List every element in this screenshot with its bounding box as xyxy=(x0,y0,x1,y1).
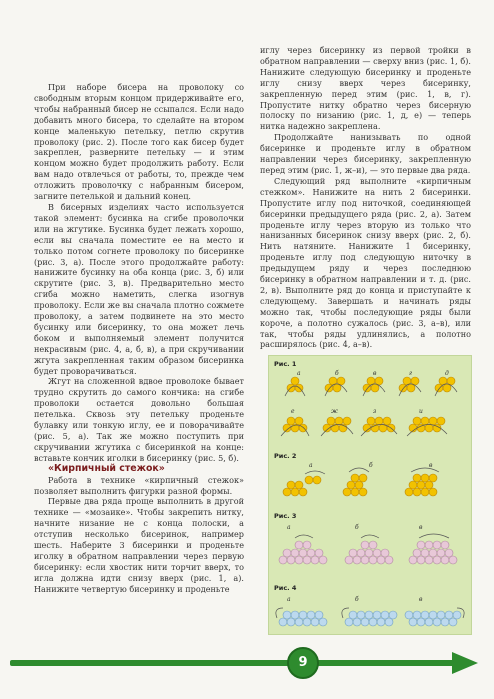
fig1-sub-d: д xyxy=(445,370,449,377)
fig1-sub-zh: ж xyxy=(331,408,338,415)
fig1-sub-e: е xyxy=(291,408,295,415)
left-text-column xyxy=(34,82,244,595)
page-number: 9 xyxy=(287,647,319,679)
fig3-sub-a: а xyxy=(287,524,291,531)
fig2-sub-b: б xyxy=(369,462,373,469)
fig4-sub-a: а xyxy=(287,596,291,603)
fig3-sub-v: в xyxy=(419,524,423,531)
fig2-diagram xyxy=(283,468,439,496)
paragraph: Продолжайте нанизывать по одной бисеринке и проденьте иглу в обратном направлении через бисеринку, закрепленную перед этим (рис. 1, ж–и), — это первые два ряда. xyxy=(260,132,471,175)
fig1-sub-g: г xyxy=(409,370,413,377)
paragraph: Жгут на сложенной вдвое проволоке бывает трудно скрутить до самого кончика: на сгибе проволоки остается довольно большая петелька. Сквозь эту петельку проденьте булавку или тонкую иглу, ее и поворачивайте (рис. 5, а). Так же можно поступить при скручивании жгутика с бисеринкой на конце: вставьте кончик иголки в бисеринку (рис. 5, б). xyxy=(34,376,244,463)
section-heading: «Кирпичный стежок» xyxy=(48,462,165,474)
fig1-sub-v: в xyxy=(373,370,377,377)
fig1-sub-a: а xyxy=(297,370,301,377)
figure-label-2: Рис. 2 xyxy=(274,452,297,460)
fig1-sub-i: и xyxy=(419,408,423,415)
fig4-diagram xyxy=(276,608,464,626)
fig2-sub-v: в xyxy=(429,462,433,469)
paragraph: Первые два ряда проще выполнить в другой технике — «мозаике». Чтобы закрепить нитку, начните низание не с конца полоски, а отступив несколько бисеринок, например шесть. Наберите 3 бисеринки и проденьте иголку в обратном направлении через первую бисеринку: если хвостик нити торчит вверх, то игла должна идти снизу вверх (рис. 1, а). Нанижите четвертую бисеринку и проденьте xyxy=(34,496,244,594)
fig1-row1-diagram xyxy=(285,377,457,396)
fig1-sub-b: б xyxy=(335,370,339,377)
fig3-sub-b: б xyxy=(355,524,359,531)
bead-diagrams xyxy=(269,356,471,634)
beading-figure-panel xyxy=(268,355,472,635)
fig4-sub-b: б xyxy=(355,596,359,603)
fig2-sub-a: а xyxy=(309,462,313,469)
fig3-diagram xyxy=(279,534,457,564)
figure-label-3: Рис. 3 xyxy=(274,512,297,520)
fig4-sub-v: в xyxy=(419,596,423,603)
arrow-right-icon xyxy=(452,652,478,674)
figure-label-4: Рис. 4 xyxy=(274,584,297,592)
page-footer-bar xyxy=(10,660,458,666)
paragraph: Следующий ряд выполните «кирпичным стежком». Нанижите на нить 2 бисеринки. Пропустите иглу под ниточкой, соединяющей бисеринки предыдущего ряда (рис. 2, а). Затем проденьте иглу через вторую из только что нанизанных бисеринок снизу вверх (рис. 2, б). Нить натяните. Нанижите 1 бисеринку, проденьте иглу под следующую ниточку в предыдущем ряду и через последнюю бисеринку в обратном направлении и т. д. (рис. 2, в). Выполните ряд до конца и приступайте к следующему. Завершать и начинать ряды можно так, чтобы последующие ряды были короче, а полотно сужалось (рис. 3, а–в), или так, чтобы ряды удлинялись, а полотно расширялось (рис. 4, а–в). xyxy=(260,175,471,350)
paragraph: В бисерных изделиях часто используется такой элемент: бусинка на сгибе проволочки или на жгутике. Бусинка будет лежать хорошо, если вы сначала поместите ее на место и только потом согнете проволоку по бисеринке (рис. 3, а). После этого продолжайте работу: нанижите бусинку на оба конца (рис. 3, б) или скрутите (рис. 3, в). Предварительно место сгиба можно наметить, слегка изогнув проволоку. Если же вы сначала плотно сожмете проволоку, а затем подвинете на это место бусинку или бисеринку, то она может лечь боком и выполняемый элемент получится некрасивым (рис. 4, а, б, в), а при скручивании жгута закрепленная таким образом бисеринка будет проворачиваться. xyxy=(34,201,244,376)
figure-label-1: Рис. 1 xyxy=(274,360,297,368)
fig1-sub-z: з xyxy=(373,408,377,415)
paragraph: иглу через бисеринку из первой тройки в обратном направлении — сверху вниз (рис. 1, б). Нанижите следующую бисеринку и проденьте иглу снизу вверх через бисеринку, закрепленную перед этим (рис. 1, в, г). Пропустите нитку обратно через бисерную полоску по низанию (рис. 1, д, е) — теперь нитка надежно закреплена. xyxy=(260,45,471,132)
fig1-row2-diagram xyxy=(281,417,447,436)
right-text-column xyxy=(260,45,471,350)
paragraph: Работа в технике «кирпичный стежок» позволяет выполнить фигурки разной формы. xyxy=(34,474,244,496)
paragraph: При наборе бисера на проволоку со свободным вторым концом придерживайте его, чтобы набранный бисер не ссыпался. Если надо добавить много бисера, то сделайте на втором конце маленькую петельку, петлю скрутив проволоку (рис. 2). После того как бисер будет закреплен, разверните петельку — и этим концом можно будет продолжить работу. Если вам надо отвлечься от работы, то, прежде чем отложить проволочку с набранным бисером, загните петелькой и дальний конец. xyxy=(34,82,244,202)
